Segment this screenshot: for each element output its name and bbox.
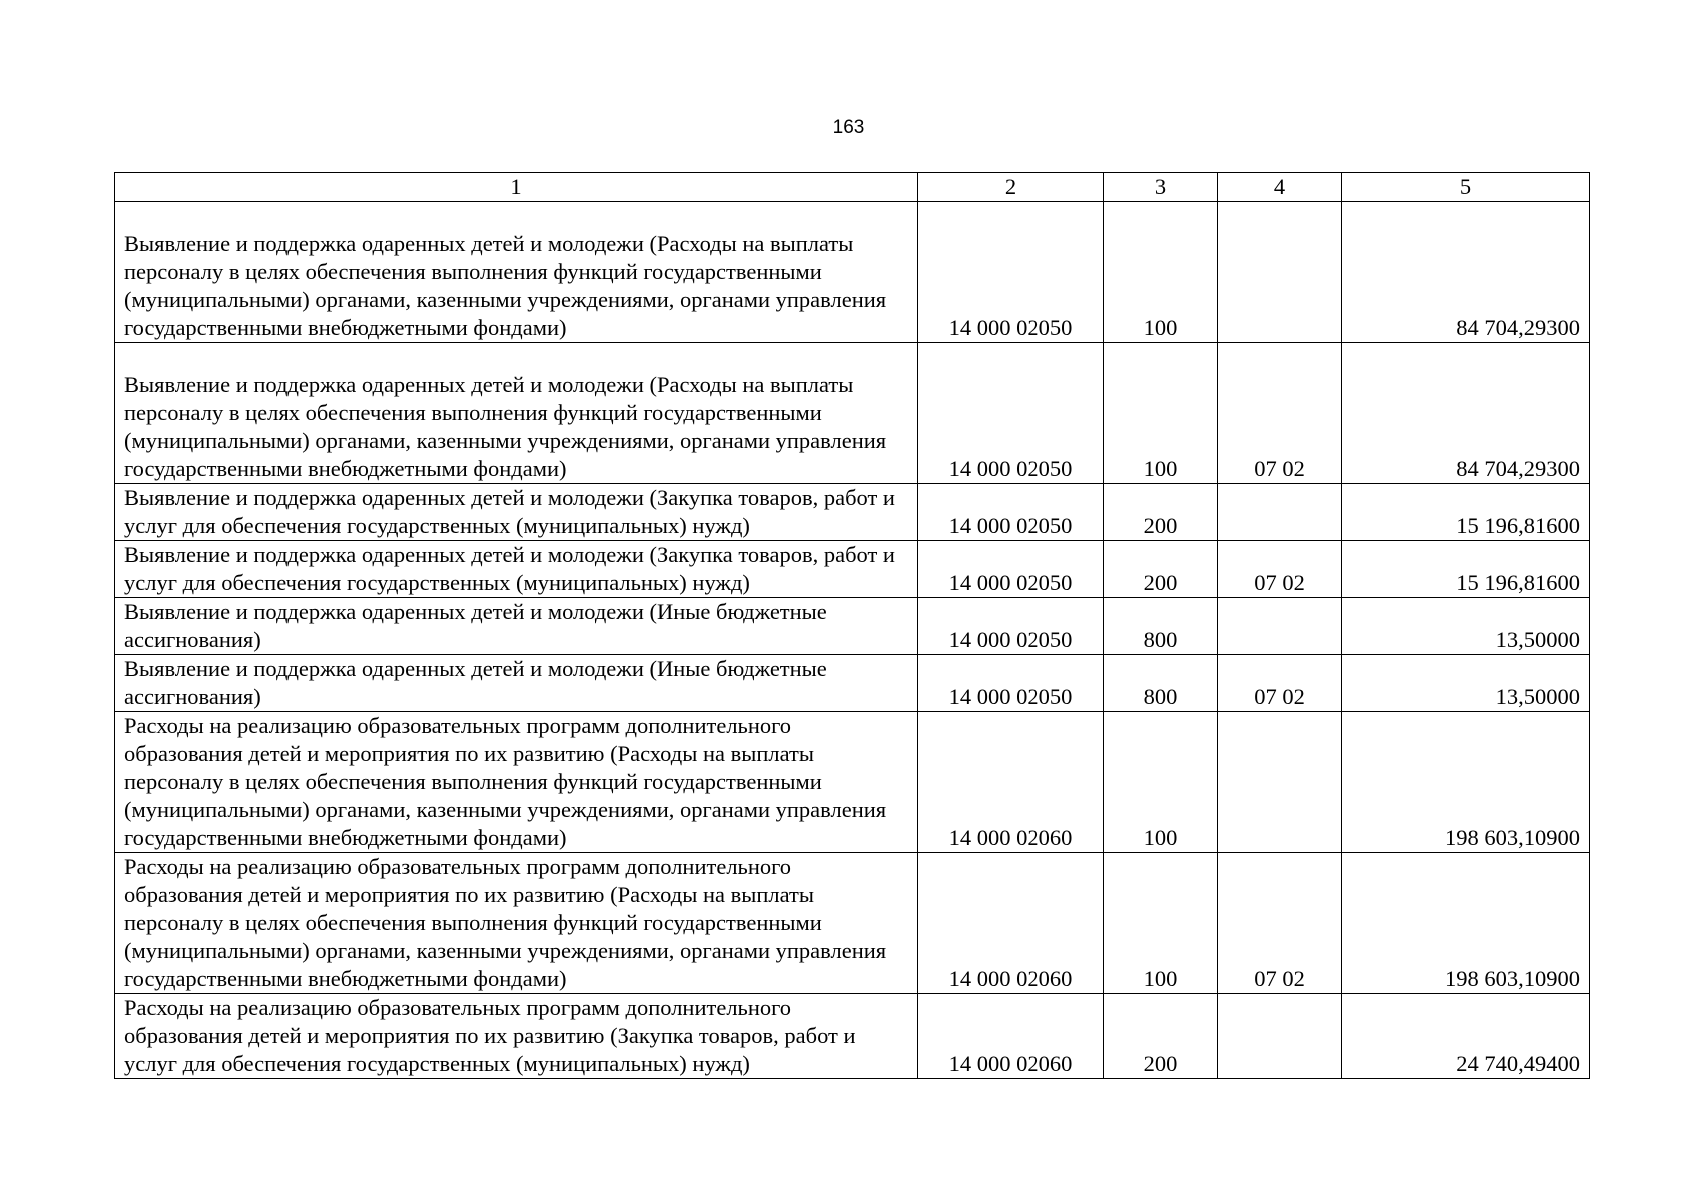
row-description: Выявление и поддержка одаренных детей и молодежи (Закупка товаров, работ и услуг для обеспечения государственных (муниципальных) нужд) [115, 484, 918, 541]
row-description: Выявление и поддержка одаренных детей и молодежи (Иные бюджетные ассигнования) [115, 598, 918, 655]
row-target-code: 14 000 02060 [918, 712, 1104, 853]
row-section: 07 02 [1218, 853, 1342, 994]
row-target-code: 14 000 02060 [918, 853, 1104, 994]
table-row [115, 853, 1590, 994]
header-col-3: 3 [1104, 173, 1218, 202]
table-row [115, 712, 1590, 853]
row-target-code: 14 000 02050 [918, 541, 1104, 598]
table-row [115, 484, 1590, 541]
row-expense-type: 100 [1104, 202, 1218, 343]
row-expense-type: 800 [1104, 655, 1218, 712]
header-col-2: 2 [918, 173, 1104, 202]
header-col-5: 5 [1342, 173, 1590, 202]
table-row [115, 343, 1590, 484]
row-description: Выявление и поддержка одаренных детей и молодежи (Закупка товаров, работ и услуг для обеспечения государственных (муниципальных) нужд) [115, 541, 918, 598]
row-expense-type: 200 [1104, 541, 1218, 598]
row-description: Расходы на реализацию образовательных программ дополнительного образования детей и мероприятия по их развитию (Расходы на выплаты персоналу в целях обеспечения выполнения функций государственными (муниципальными) органами, казенными учреждениями, органами управления государственными внебюджетными фондами) [115, 712, 918, 853]
page-number: 163 [832, 117, 865, 138]
row-description: Расходы на реализацию образовательных программ дополнительного образования детей и мероприятия по их развитию (Закупка товаров, работ и услуг для обеспечения государственных (муниципальных) нужд) [115, 994, 918, 1079]
row-section [1218, 484, 1342, 541]
row-target-code: 14 000 02050 [918, 655, 1104, 712]
row-amount: 84 704,29300 [1342, 343, 1590, 484]
row-section: 07 02 [1218, 541, 1342, 598]
row-amount: 13,50000 [1342, 598, 1590, 655]
row-expense-type: 100 [1104, 853, 1218, 994]
row-section [1218, 994, 1342, 1079]
row-expense-type: 100 [1104, 712, 1218, 853]
row-amount: 198 603,10900 [1342, 712, 1590, 853]
row-target-code: 14 000 02050 [918, 202, 1104, 343]
row-description: Выявление и поддержка одаренных детей и молодежи (Расходы на выплаты персоналу в целях обеспечения выполнения функций государственными (муниципальными) органами, казенными учреждениями, органами управления государственными внебюджетными фондами) [115, 202, 918, 343]
row-amount: 198 603,10900 [1342, 853, 1590, 994]
row-amount: 24 740,49400 [1342, 994, 1590, 1079]
row-target-code: 14 000 02060 [918, 994, 1104, 1079]
table-row [115, 598, 1590, 655]
row-expense-type: 200 [1104, 484, 1218, 541]
row-expense-type: 800 [1104, 598, 1218, 655]
row-section [1218, 598, 1342, 655]
row-target-code: 14 000 02050 [918, 598, 1104, 655]
budget-table [114, 172, 1590, 1079]
header-col-4: 4 [1218, 173, 1342, 202]
row-expense-type: 100 [1104, 343, 1218, 484]
row-amount: 15 196,81600 [1342, 541, 1590, 598]
table-row [115, 202, 1590, 343]
header-col-1: 1 [115, 173, 918, 202]
row-expense-type: 200 [1104, 994, 1218, 1079]
row-amount: 15 196,81600 [1342, 484, 1590, 541]
row-description: Выявление и поддержка одаренных детей и молодежи (Расходы на выплаты персоналу в целях обеспечения выполнения функций государственными (муниципальными) органами, казенными учреждениями, органами управления государственными внебюджетными фондами) [115, 343, 918, 484]
row-amount: 13,50000 [1342, 655, 1590, 712]
row-section: 07 02 [1218, 343, 1342, 484]
table-row [115, 655, 1590, 712]
table-header-row [115, 173, 1590, 202]
row-amount: 84 704,29300 [1342, 202, 1590, 343]
table-row [115, 994, 1590, 1079]
table-row [115, 541, 1590, 598]
row-description: Расходы на реализацию образовательных программ дополнительного образования детей и мероприятия по их развитию (Расходы на выплаты персоналу в целях обеспечения выполнения функций государственными (муниципальными) органами, казенными учреждениями, органами управления государственными внебюджетными фондами) [115, 853, 918, 994]
row-section [1218, 202, 1342, 343]
row-description: Выявление и поддержка одаренных детей и молодежи (Иные бюджетные ассигнования) [115, 655, 918, 712]
row-section [1218, 712, 1342, 853]
row-target-code: 14 000 02050 [918, 343, 1104, 484]
row-section: 07 02 [1218, 655, 1342, 712]
row-target-code: 14 000 02050 [918, 484, 1104, 541]
